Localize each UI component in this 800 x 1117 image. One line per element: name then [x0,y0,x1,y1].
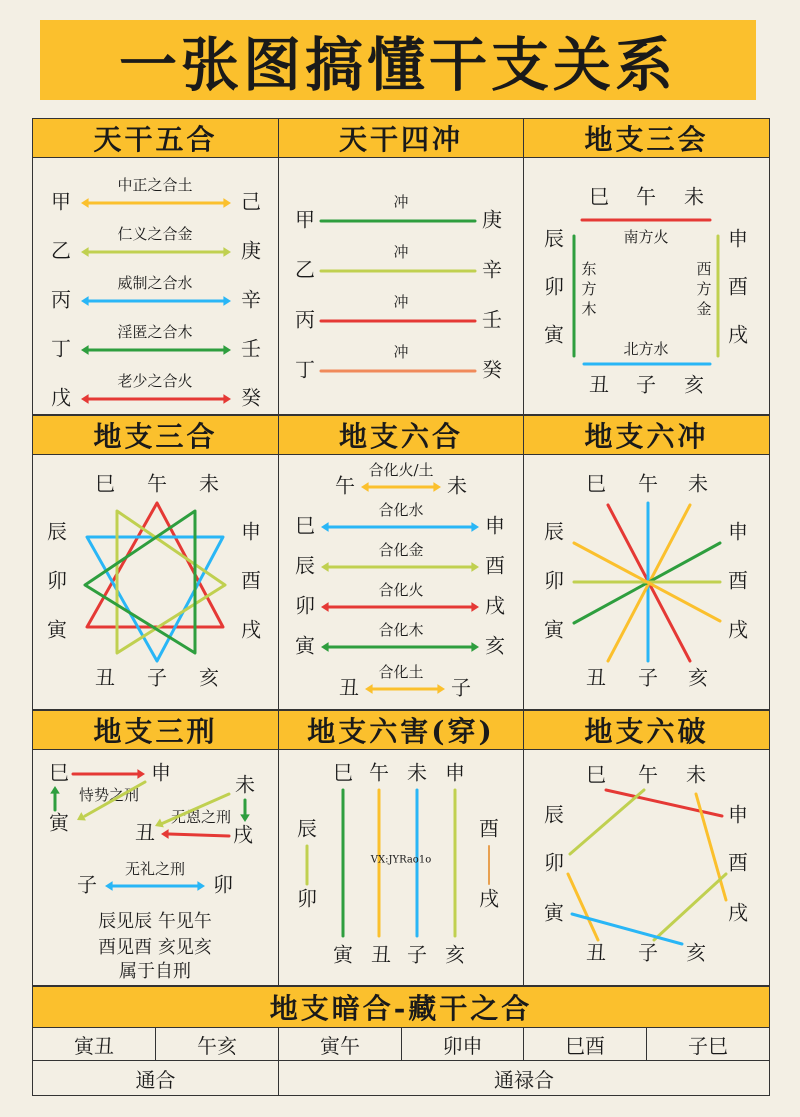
sanhe-top-branch: 午 [147,471,167,496]
sanxing-mao: 卯 [213,872,233,897]
liuhe-arrow-head-left [365,684,373,694]
sanhui-top-branch: 未 [684,184,704,209]
sanhui-right-branch: 戌 [728,322,748,347]
sanxing-self-line: 属于自刑 [119,961,191,982]
sichong-left-stem: 乙 [295,257,315,282]
liuchong-bottom-branch: 子 [638,665,658,690]
liuhai-top-branch: 巳 [333,760,353,785]
sanhui-east-label: 方 [581,280,597,298]
sanhe-left-branch: 寅 [47,617,67,642]
sanhui-right-branch: 申 [728,226,748,251]
liuhe-left-branch: 丑 [339,675,359,700]
anhe-pair: 午亥 [155,1027,279,1061]
wuhe-arrow-head-left [81,247,89,257]
sanxing-self-line: 辰见辰 午见午 [98,911,212,932]
liuchong-right-branch: 酉 [728,568,748,593]
liuhe-arrow-head-right [471,642,479,652]
liuchong-left-branch: 寅 [544,617,564,642]
anhe-pair: 寅丑 [32,1027,156,1061]
wuhe-label: 威制之合水 [117,274,193,292]
sichong-left-stem: 丁 [295,357,315,382]
wuhe-right-stem: 己 [241,189,261,214]
liuchong-right-branch: 戌 [728,617,748,642]
liupo-bottom-branch: 子 [638,940,658,965]
liuhe-left-branch: 午 [335,473,355,498]
liuhe-arrow-head-left [321,522,329,532]
sanhui-bottom-branch: 亥 [684,372,704,397]
sanhe-right-branch: 酉 [241,568,261,593]
liuchong-top-branch: 未 [688,471,708,496]
sichong-label: 冲 [393,243,409,261]
sanxing-xu-chou-head [161,829,169,839]
wuhe-arrow-head-right [223,296,231,306]
liuchong-right-branch: 申 [728,519,748,544]
sichong-label: 冲 [393,193,409,211]
liuhai-left-branch: 辰 [297,816,317,841]
liuchong-top-branch: 午 [638,471,658,496]
liuhai-top-branch: 未 [407,760,427,785]
wuhe-left-stem: 丁 [51,336,71,361]
liuhe-label: 合化火/土 [368,461,434,479]
sanhe-diagram [33,455,278,709]
liuhe-label: 合化木 [378,621,424,639]
sanxing-label-wuli: 无礼之刑 [124,860,186,878]
liupo-right-branch: 戌 [728,900,748,925]
anhe-pair: 子巳 [646,1027,770,1061]
liupo-line-si-shen [606,790,722,816]
panel-dizhi-sanhui [523,157,770,415]
sanhe-left-branch: 卯 [47,568,67,593]
sanhe-right-branch: 申 [241,519,261,544]
liuhai-top-branch: 申 [445,760,465,785]
liupo-left-branch: 辰 [544,802,564,827]
liupo-top-branch: 巳 [586,762,606,787]
sanhui-bottom-branch: 丑 [589,372,609,397]
wuhe-left-stem: 丙 [51,287,71,312]
wuhe-arrow-head-left [81,296,89,306]
sanhui-left-branch: 寅 [544,322,564,347]
liuchong-bottom-branch: 丑 [586,665,606,690]
sichong-diagram [279,158,523,414]
liupo-top-branch: 未 [686,762,706,787]
liupo-left-branch: 寅 [544,900,564,925]
sanhui-right-branch: 酉 [728,274,748,299]
wuhe-label: 老少之合火 [117,372,193,390]
liupo-line-chen-chou [568,874,598,940]
liuhai-left-branch: 卯 [297,886,317,911]
sanxing-wei: 未 [235,772,255,797]
header-dizhi-liuchong: 地支六冲 [523,415,770,455]
liuhe-arrow-head-right [437,684,445,694]
sanhui-west-label: 方 [696,280,712,298]
panel-dizhi-liuhe [278,454,524,710]
sanxing-xu: 戌 [233,822,253,847]
header-dizhi-liuhai: 地支六害(穿) [278,710,524,750]
wuhe-right-stem: 壬 [241,336,261,361]
liuhe-arrow-head-left [321,602,329,612]
anhe-group-tonghe: 通合 [32,1060,279,1096]
sichong-left-stem: 丙 [295,307,315,332]
sanhui-diagram [524,158,769,414]
liuhai-bottom-branch: 亥 [445,942,465,967]
sichong-label: 冲 [393,343,409,361]
liuhe-right-branch: 未 [447,473,467,498]
sanxing-self-line: 酉见酉 亥见亥 [98,937,212,958]
sanhui-top-branch: 午 [636,184,656,209]
liuhai-bottom-branch: 寅 [333,942,353,967]
anhe-group-tonglu: 通禄合 [278,1060,770,1096]
liupo-right-branch: 申 [728,802,748,827]
sanhui-top-branch: 巳 [589,184,609,209]
wuhe-right-stem: 辛 [241,287,261,312]
liuhe-arrow-head-right [471,562,479,572]
sanxing-si: 巳 [49,760,69,785]
wuhe-arrow-head-right [223,247,231,257]
sichong-right-stem: 辛 [482,257,502,282]
liuhai-bottom-branch: 子 [407,942,427,967]
liuhe-arrow-head-left [361,482,369,492]
sanhe-bottom-branch: 亥 [199,665,219,690]
liuhai-top-branch: 午 [369,760,389,785]
sanxing-si-shen-head [137,769,145,779]
sanhui-west-label: 西 [696,260,712,278]
liuhe-arrow-head-left [321,642,329,652]
sanhui-west-label: 金 [696,300,712,318]
liupo-top-branch: 午 [638,762,658,787]
sanhui-south-label: 南方火 [623,228,669,246]
wuhe-left-stem: 戊 [51,385,71,410]
wuhe-right-stem: 庚 [241,238,261,263]
sanhui-east-label: 东 [581,260,597,278]
panel-dizhi-liuhai [278,749,524,986]
panel-dizhi-liupo [523,749,770,986]
sanhui-east-label: 木 [581,300,597,318]
sichong-right-stem: 壬 [482,307,502,332]
liuchong-left-branch: 卯 [544,568,564,593]
header-dizhi-sanhe: 地支三合 [32,415,279,455]
sanxing-label-shishi: 恃势之刑 [78,786,140,804]
sanhui-left-branch: 卯 [544,274,564,299]
liuhe-arrow-head-right [471,602,479,612]
sanxing-xu-chou-line [169,834,229,836]
wuhe-left-stem: 乙 [51,238,71,263]
wuhe-arrow-head-left [81,198,89,208]
header-dizhi-sanxing: 地支三刑 [32,710,279,750]
liupo-bottom-branch: 亥 [686,940,706,965]
sichong-label: 冲 [393,293,409,311]
panel-dizhi-sanhe [32,454,279,710]
liuhe-left-branch: 巳 [295,513,315,538]
liuhe-label: 合化金 [378,541,424,559]
sanhe-right-branch: 戌 [241,617,261,642]
wuhe-left-stem: 甲 [51,189,71,214]
sanxing-chou: 丑 [135,820,155,845]
liuhai-watermark: VX:JYRao1o [370,854,432,866]
liupo-line-wei-xu [696,794,726,900]
liuhai-right-branch: 酉 [479,816,499,841]
anhe-pair: 巳酉 [523,1027,647,1061]
liuhe-label: 合化火 [378,581,424,599]
wuhe-arrow-head-right [223,345,231,355]
sanxing-shen: 申 [151,760,171,785]
wuhe-label: 仁义之合金 [117,225,193,243]
liuchong-diagram [524,455,769,709]
liupo-line-wu-mao [570,790,644,854]
page-title: 一张图搞懂干支关系 [40,20,756,100]
sichong-left-stem: 甲 [295,207,315,232]
liuhe-arrow-head-left [321,562,329,572]
liuhe-left-branch: 辰 [295,553,315,578]
liuchong-bottom-branch: 亥 [688,665,708,690]
sanxing-zi: 子 [77,872,97,897]
liuhai-bottom-branch: 丑 [371,942,391,967]
liuhe-diagram [279,455,523,709]
sanhe-bottom-branch: 子 [147,665,167,690]
sichong-right-stem: 庚 [482,207,502,232]
header-dizhi-liuhe: 地支六合 [278,415,524,455]
sanhui-north-label: 北方水 [623,340,669,358]
liuhe-right-branch: 酉 [485,553,505,578]
liuhe-label: 合化土 [378,663,424,681]
sanhe-left-branch: 辰 [47,519,67,544]
liuchong-top-branch: 巳 [586,471,606,496]
liupo-diagram [524,750,769,985]
sanxing-label-wuen: 无恩之刑 [170,808,232,826]
liupo-left-branch: 卯 [544,850,564,875]
liuhe-left-branch: 寅 [295,633,315,658]
sanxing-zi-mao-arrow-head-left [105,881,113,891]
wuhe-label: 淫匿之合木 [117,323,193,341]
sanhui-bottom-branch: 子 [636,372,656,397]
header-tiangan-wuhe: 天干五合 [32,118,279,158]
sanhe-triangle-fire [87,503,223,627]
liuhe-label: 合化水 [378,501,424,519]
panel-tiangan-wuhe [32,157,279,415]
liuhai-right-branch: 戌 [479,886,499,911]
liuchong-left-branch: 辰 [544,519,564,544]
sanxing-zi-mao-arrow-head-right [197,881,205,891]
liupo-right-branch: 酉 [728,850,748,875]
header-dizhi-sanhui: 地支三会 [523,118,770,158]
sanxing-wei-xu-head [240,814,250,822]
sichong-right-stem: 癸 [482,357,502,382]
liuhe-right-branch: 亥 [485,633,505,658]
wuhe-diagram [33,158,278,414]
liuhe-right-branch: 戌 [485,593,505,618]
sanhe-top-branch: 巳 [95,471,115,496]
liupo-line-zi-you [654,874,726,940]
sanxing-yin-si-head [50,786,60,794]
liuhe-right-branch: 子 [451,675,471,700]
liuhe-arrow-head-right [471,522,479,532]
sanxing-yin: 寅 [49,810,69,835]
sanhe-top-branch: 未 [199,471,219,496]
sanhui-left-branch: 辰 [544,226,564,251]
sanxing-diagram [33,750,278,985]
wuhe-arrow-head-left [81,394,89,404]
header-tiangan-sichong: 天干四冲 [278,118,524,158]
header-dizhi-liupo: 地支六破 [523,710,770,750]
wuhe-arrow-head-right [223,394,231,404]
panel-dizhi-liuchong [523,454,770,710]
panel-dizhi-sanxing [32,749,279,986]
anhe-pair: 卯申 [401,1027,524,1061]
liuhe-right-branch: 申 [485,513,505,538]
wuhe-label: 中正之合土 [117,176,193,194]
anhe-pair: 寅午 [278,1027,402,1061]
panel-tiangan-sichong [278,157,524,415]
header-anhe: 地支暗合-藏干之合 [32,986,770,1028]
wuhe-right-stem: 癸 [241,385,261,410]
liuhe-arrow-head-right [433,482,441,492]
liuhai-diagram [279,750,523,985]
wuhe-arrow-head-right [223,198,231,208]
sanhe-bottom-branch: 丑 [95,665,115,690]
liuhe-left-branch: 卯 [295,593,315,618]
liupo-bottom-branch: 丑 [586,940,606,965]
wuhe-arrow-head-left [81,345,89,355]
